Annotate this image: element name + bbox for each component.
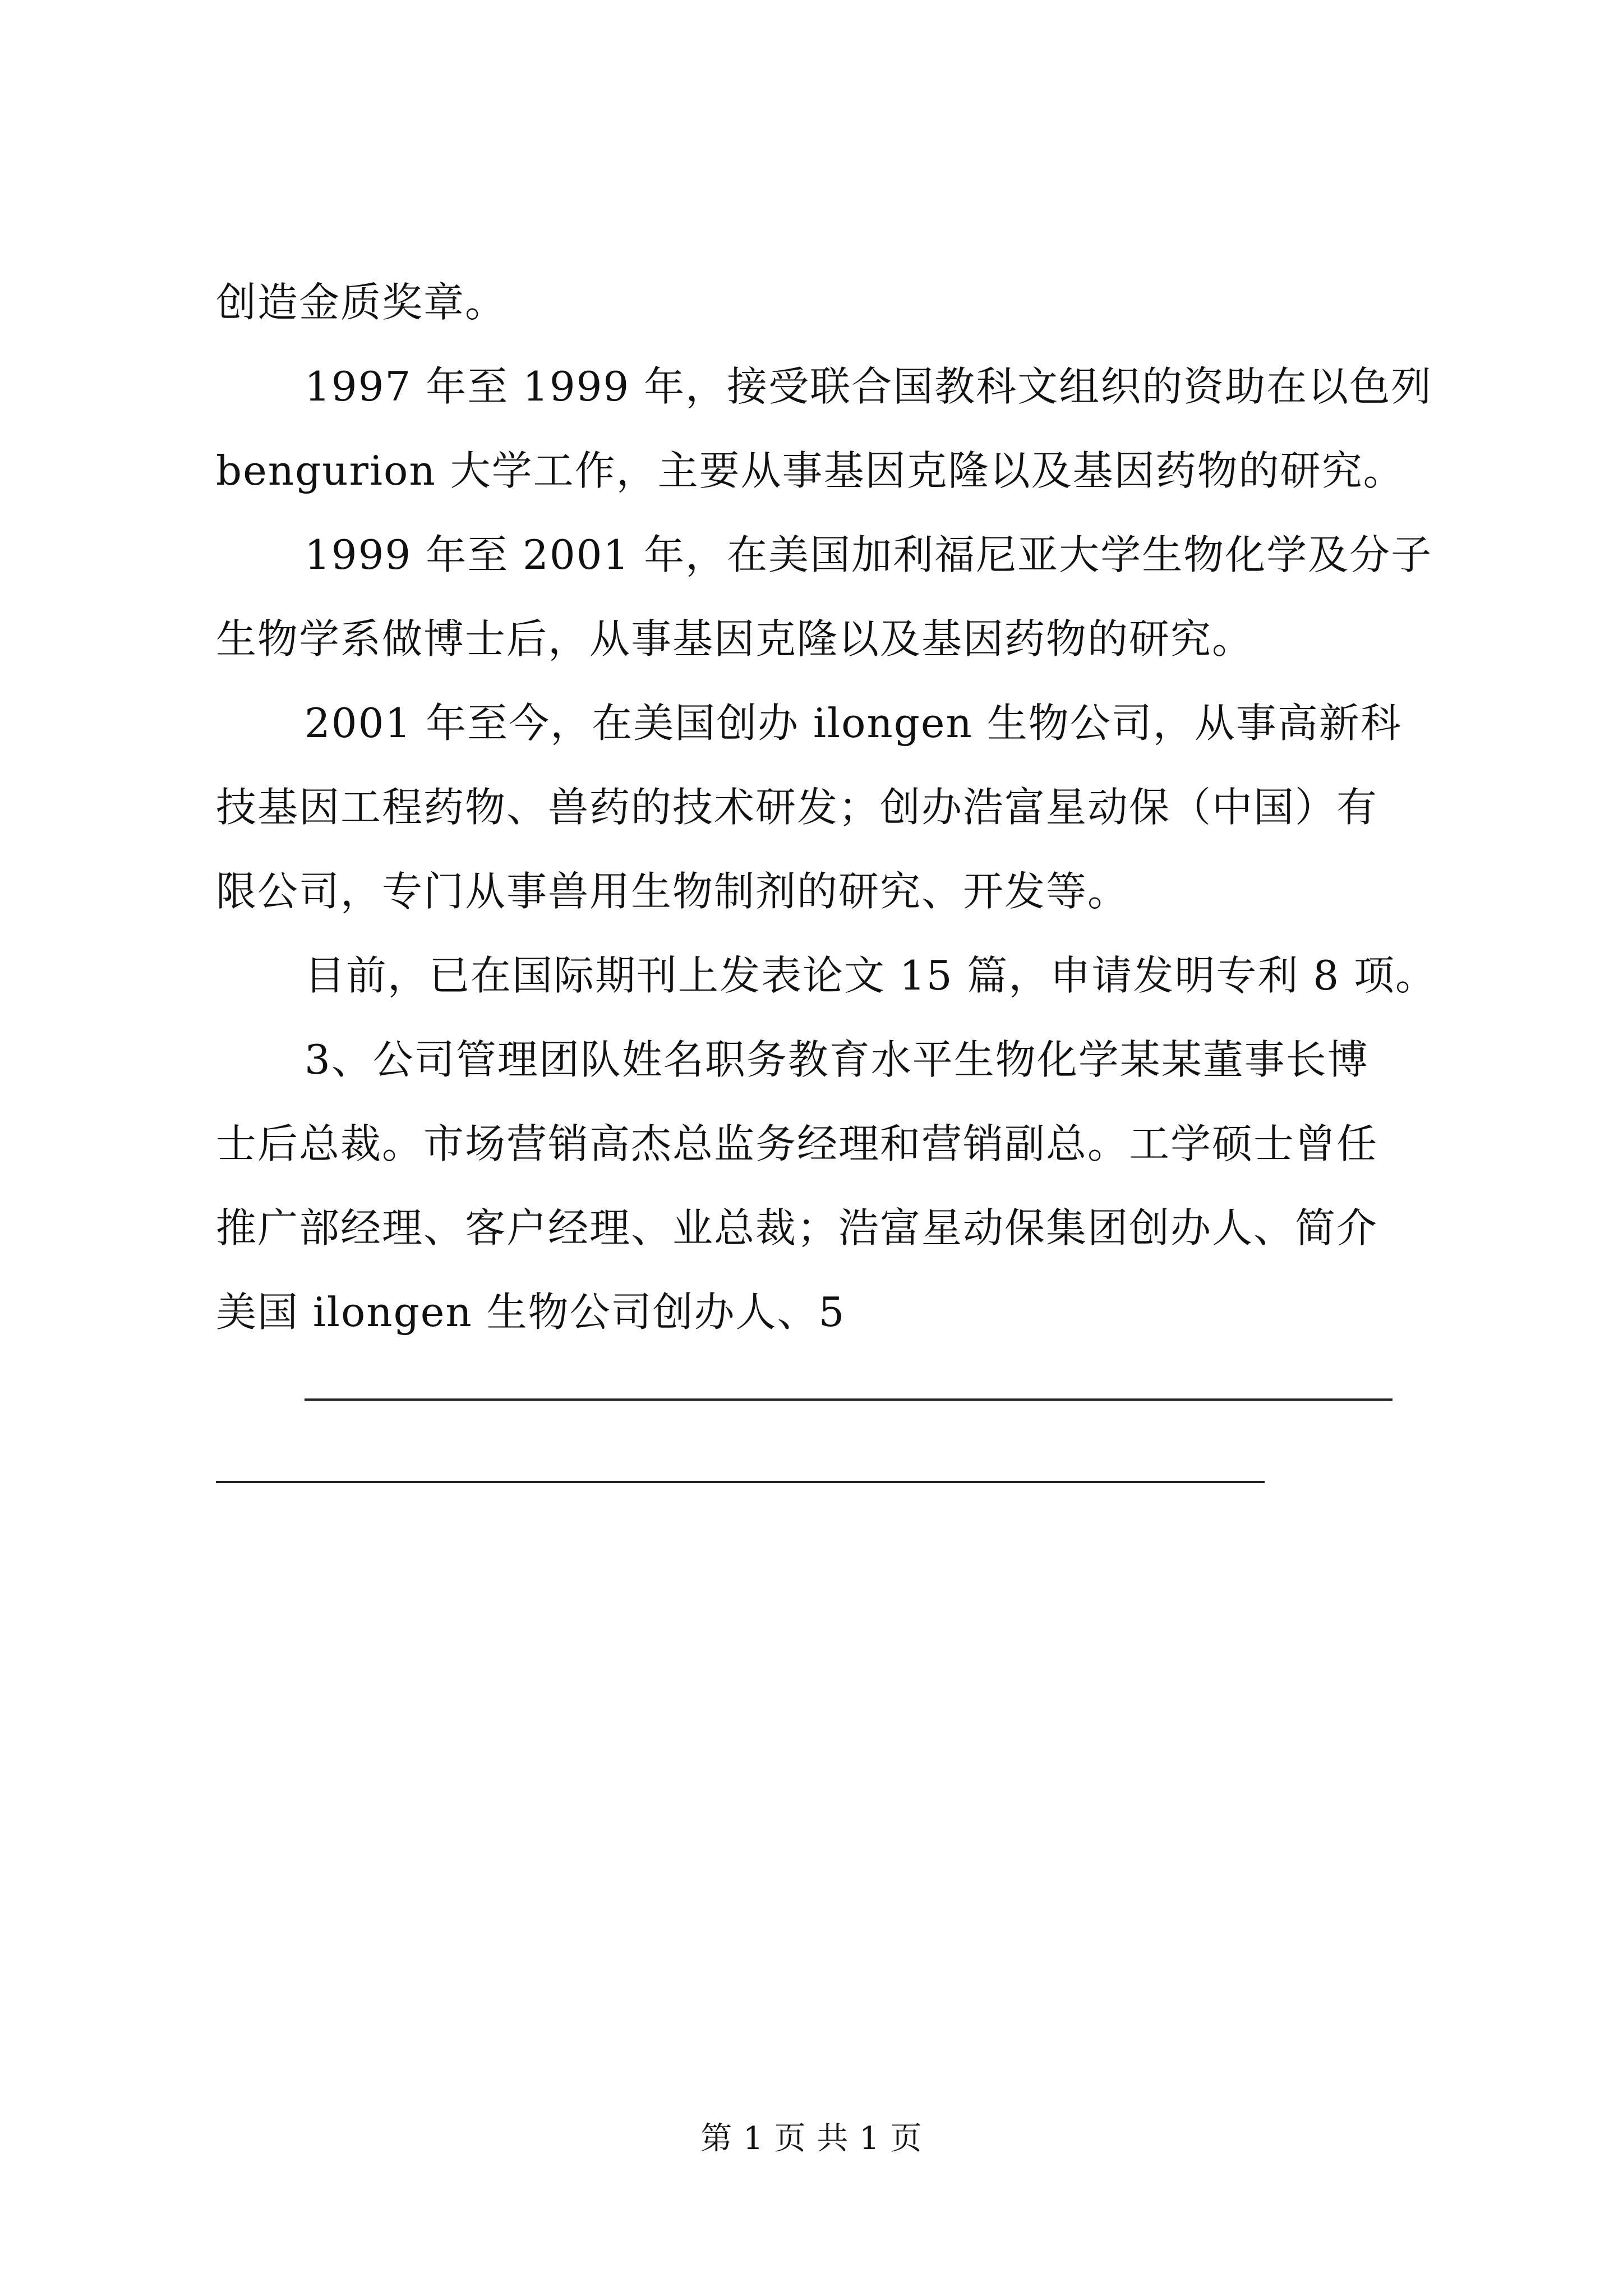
text-line: 2001 年至今，在美国创办 ilongen 生物公司，从事高新科	[305, 700, 1402, 747]
text-line: 生物学系做博士后，从事基因克隆以及基因药物的研究。	[216, 615, 1254, 662]
divider-line	[216, 1481, 1265, 1483]
document-body	[216, 260, 1437, 1354]
text-line: 3、公司管理团队姓名职务教育水平生物化学某某董事长博	[305, 1036, 1369, 1083]
text-line: 1999 年至 2001 年，在美国加利福尼亚大学生物化学及分子	[305, 531, 1433, 578]
divider-line	[305, 1398, 1393, 1401]
text-line: 创造金质奖章。	[216, 279, 507, 326]
text-line: 目前，已在国际期刊上发表论文 15 篇，申请发明专利 8 项。	[305, 952, 1437, 999]
text-line: 士后总裁。市场营销高杰总监务经理和营销副总。工学硕士曾任	[216, 1120, 1378, 1167]
page-footer: 第 1 页 共 1 页	[700, 2120, 923, 2157]
text-line: 限公司，专门从事兽用生物制剂的研究、开发等。	[216, 868, 1129, 915]
text-line: 1997 年至 1999 年，接受联合国教科文组织的资助在以色列	[305, 363, 1433, 410]
text-line: 技基因工程药物、兽药的技术研发；创办浩富星动保（中国）有	[216, 784, 1378, 831]
text-line: bengurion 大学工作，主要从事基因克隆以及基因药物的研究。	[216, 447, 1405, 494]
text-line: 推广部经理、客户经理、业总裁；浩富星动保集团创办人、简介	[216, 1204, 1378, 1251]
text-line: 美国 ilongen 生物公司创办人、5	[216, 1289, 846, 1336]
